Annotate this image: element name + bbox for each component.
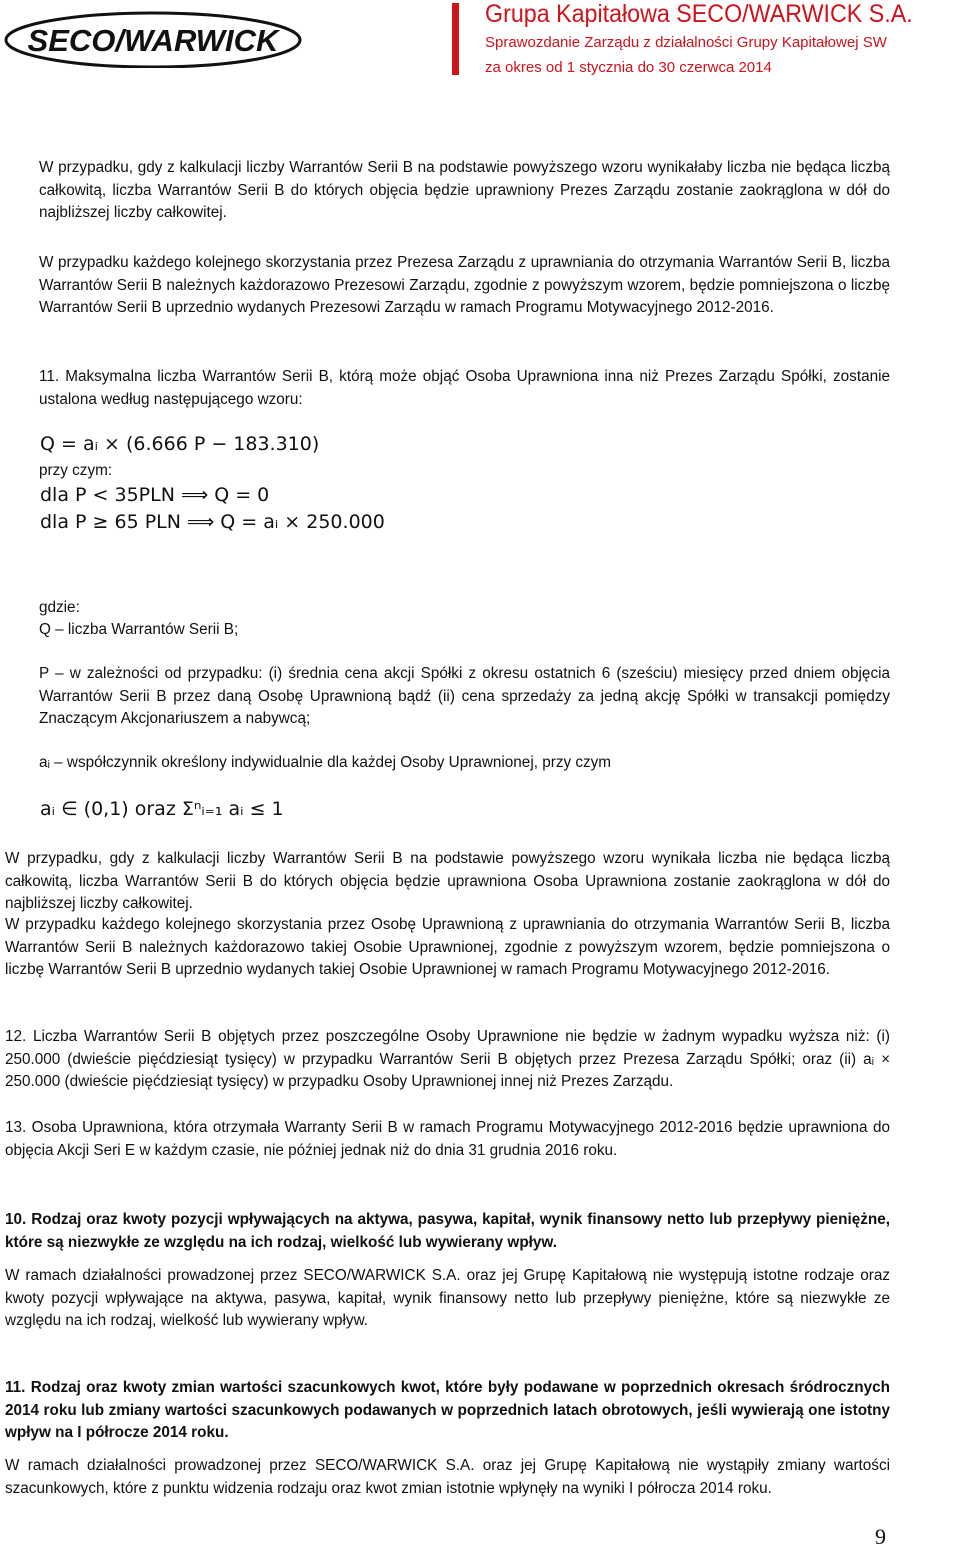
logo-text: SECO/WARWICK — [27, 23, 279, 58]
paragraph-point-12: 12. Liczba Warrantów Serii B objętych przez poszczególne Osoby Uprawnione nie będzie w żadnym wypadku wyższa niż: (i) 250.000 (dwieście pięćdziesiąt tysięcy) w przypadku Warrantów Serii B objętych przez Prezesa Zarządu Spółki; oraz (ii) aᵢ × 250.000 (dwieście pięćdziesiąt tysięcy) w przypadku Osoby Uprawnionej innej niż Prezes Zarządu. — [5, 1028, 890, 1091]
definition-q: Q – liczba Warrantów Serii B; — [39, 621, 239, 638]
heading-section-11: 11. Rodzaj oraz kwoty zmian wartości szacunkowych kwot, które były podawane w poprzednich okresach śródrocznych 2014 roku lub zmiany wartości szacunkowych podawanych w poprzednich latach obrotowych, jeśli wywierają one istotny wpływ na I półrocze 2014 roku. — [5, 1379, 890, 1442]
label-gdzie: gdzie: — [39, 599, 80, 616]
formula-ai-constraint: aᵢ ∈ (0,1) oraz Σⁿᵢ₌₁ aᵢ ≤ 1 — [40, 798, 284, 820]
paragraph-reduction-president: W przypadku każdego kolejnego skorzystania przez Prezesa Zarządu z uprawniania do otrzymania Warrantów Serii B, liczba Warrantów Serii B należnych każdorazowo Prezesowi Zarządu, zgodnie z powyższym wzorem, będzie pomniejszona o liczbę Warrantów Serii B uprzednio wydanych Prezesowi Zarządu w ramach Programu Motywacyjnego 2012-2016. — [39, 254, 890, 317]
header-accent-bar — [452, 3, 459, 75]
heading-section-10: 10. Rodzaj oraz kwoty pozycji wpływających na aktywa, pasywa, kapitał, wynik finansowy netto lub przepływy pieniężne, które są niezwykłe ze względu na ich rodzaj, wielkość lub wywierany wpływ. — [5, 1211, 890, 1251]
paragraph-section-11: W ramach działalności prowadzonej przez SECO/WARWICK S.A. oraz jej Grupę Kapitałową nie wystąpiły zmiany wartości szacunkowych, które z punktu widzenia rodzaju oraz kwot zmian istotnie wpłynęły na wyniki I półrocza 2014 roku. — [5, 1457, 890, 1497]
formula-case-2: dla P ≥ 65 PLN ⟹ Q = aᵢ × 250.000 — [40, 511, 385, 533]
paragraph-rounding-others: W przypadku, gdy z kalkulacji liczby Warrantów Serii B na podstawie powyższego wzoru wynikała liczba nie będąca liczbą całkowitą, liczba Warrantów Serii B do których objęcia będzie uprawniona Osoba Uprawniona zostanie zaokrąglona w dół do najbliższej liczby całkowitej. — [5, 850, 890, 913]
paragraph-reduction-others: W przypadku każdego kolejnego skorzystania przez Osobę Uprawnioną z uprawniania do otrzymania Warrantów Serii B, liczba Warrantów Serii B należnych każdorazowo takiej Osobie Uprawnionej, zgodnie z powyższym wzorem, będzie pomniejszona o liczbę Warrantów Serii B uprzednio wydanych takiej Osobie Uprawnionej w ramach Programu Motywacyjnego 2012-2016. — [5, 916, 890, 979]
definition-p: P – w zależności od przypadku: (i) średnia cena akcji Spółki z okresu ostatnich 6 (sześciu) miesięcy przed dniem objęcia Warrantów Serii B przez daną Osobę Uprawnioną bądź (ii) cena sprzedaży za jedną akcję Spółki w transakcji pomiędzy Znaczącym Akcjonariuszem a nabywcą; — [39, 665, 890, 728]
company-logo — [3, 8, 303, 68]
formula-main: Q = aᵢ × (6.666 P − 183.310) — [40, 433, 320, 455]
page-number: 9 — [875, 1524, 886, 1549]
definition-ai: aᵢ – współczynnik określony indywidualnie dla każdej Osoby Uprawnionej, przy czym — [39, 754, 612, 771]
paragraph-point-11: 11. Maksymalna liczba Warrantów Serii B, którą może objąć Osoba Uprawniona inna niż Prezes Zarządu Spółki, zostanie ustalona według następującego wzoru: — [39, 368, 890, 408]
header-period: za okres od 1 stycznia do 30 czerwca 2014 — [485, 59, 772, 76]
paragraph-point-13: 13. Osoba Uprawniona, która otrzymała Warranty Serii B w ramach Programu Motywacyjnego 2012-2016 będzie uprawniona do objęcia Akcji Seri E w każdym czasie, nie później jednak niż do dnia 31 grudnia 2016 roku. — [5, 1119, 890, 1159]
paragraph-section-10: W ramach działalności prowadzonej przez SECO/WARWICK S.A. oraz jej Grupę Kapitałową nie występują istotne rodzaje oraz kwoty pozycji wpływające na aktywa, pasywa, kapitał, wynik finansowy netto lub przepływy pieniężne, które są niezwykłe ze względu na ich rodzaj, wielkość lub wywierany wpływ. — [5, 1267, 890, 1330]
formula-case-1: dla P < 35PLN ⟹ Q = 0 — [40, 484, 270, 506]
label-przy-czym: przy czym: — [39, 462, 113, 479]
paragraph-rounding-president: W przypadku, gdy z kalkulacji liczby Warrantów Serii B na podstawie powyższego wzoru wynikałaby liczba nie będąca liczbą całkowitą, liczba Warrantów Serii B do których objęcia będzie uprawniony Prezes Zarządu zostanie zaokrąglona w dół do najbliższej liczby całkowitej. — [39, 159, 890, 222]
header-title: Grupa Kapitałowa SECO/WARWICK S.A. — [485, 0, 913, 28]
header-subtitle: Sprawozdanie Zarządu z działalności Grupy Kapitałowej SW — [485, 34, 887, 51]
